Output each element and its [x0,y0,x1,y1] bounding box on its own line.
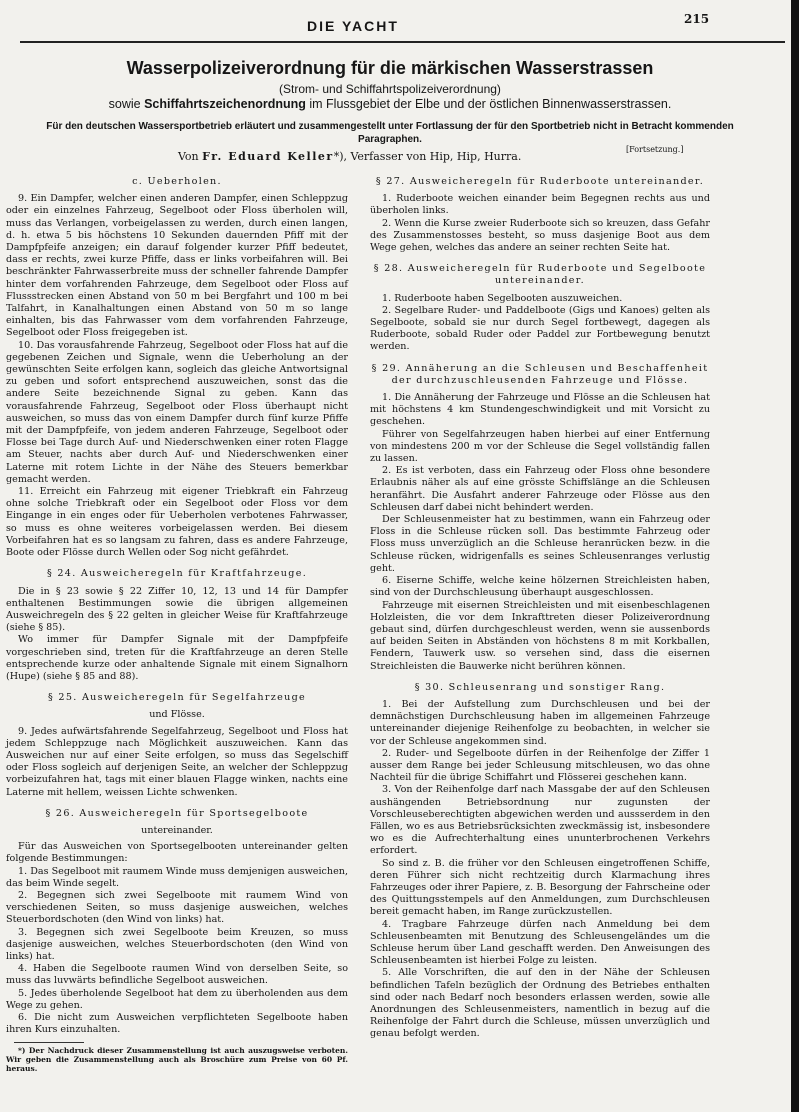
left-column [6,176,348,1073]
journal-title: DIE YACHT [307,18,399,34]
author-prefix: Von [178,150,203,163]
article-subtitle-2 [30,97,750,111]
scan-edge [791,0,799,1112]
article-subtitle: (Strom- und Schiffahrtspolizeiverordnung) [279,82,501,96]
paragraph: 10. Das vorausfahrende Fahrzeug, Segelboot oder Floss hat auf die gegebenen Zeichen und Signale, wenn die Ueberholung an der gewünschten Seite erfolgen kann, sogleich das gleiche Antwortsignal zu geben und sofort entsprechend auszuweichen, sonst das die andere Seite bezeichnende Signal zu geben. Kann das vorausfahrende Fahrzeug, Segelboot oder Floss überhaupt nicht ausweichen, so muss das von einem Dampfer durch fünf kurze Pfiffe mit der Dampfpfeife, von jedem anderen Fahrzeuge, Segelboot oder Flosse bei Tage durch Auf- und Niederschwenken einer roten Flagge am Steuer, nachts aber durch Auf- und Niederschwenken einer Laterne mit rotem Lichte in der Nähe des Steuers bemerkbar gemacht werden. [6,339,348,485]
list-item: 4. Haben die Segelboote raumen Wind von derselben Seite, so muss das luvwärts befindliche Segelboot ausweichen. [6,963,348,987]
page-number: 215 [684,12,710,26]
paragraph: Fahrzeuge mit eisernen Streichleisten und mit eisenbeschlagenen Holzleisten, die vor dem Inkrafttreten dieser Polizeiverordnung gebaut sind, dürfen durchgeschleust werden, wenn sie aussenbords auf beiden Seiten in Abständen von höchstens 8 m mit Korkballen, Fendern, Tauwerk usw. so versehen sind, dass die eisernen Streichleisten die Bauwerke nicht berühren können. [370,599,710,672]
subtitle-text: im Flussgebiet der Elbe und der östlichen Binnenwasserstrassen. [305,97,672,111]
section-subheading: untereinander. [141,824,213,836]
section-heading: § 27. Ausweicheregeln für Ruderboote untereinander. [375,176,705,187]
list-item: 2. Wenn die Kurse zweier Ruderboote sich so kreuzen, dass Gefahr des Zusammenstosses besteht, so muss dasjenige Boot aus dem Wege gehen, welches das andere an seiner rechten Seite hat. [370,217,710,254]
header-rule [20,41,785,43]
section-heading: § 26. Ausweicheregeln für Sportsegelboote [45,807,309,819]
list-item: 1. Die Annäherung der Fahrzeuge und Flösse an die Schleusen hat mit höchstens 4 km Stundengeschwindigkeit und mit Vorsicht zu geschehen. [370,392,710,428]
list-item: 3. Von der Reihenfolge darf nach Massgabe der auf den Schleusen aushängenden Betriebsordnung nur zugunsten der Vorschleuseberechtigten abgewichen werden und aussserdem in den Fällen, wo es aus Betriebsrücksichten zweckmässig ist, insbesondere wo es die Aufrechterhaltung eines ununterbrochenen Verkehrs erfordert. [370,784,710,857]
author-suffix: *), Verfasser von Hip, Hip, Hurra. [333,150,522,163]
list-item: 1. Ruderboote haben Segelbooten auszuweichen. [382,292,623,304]
list-item: 2. Segelbare Ruder- und Paddelboote (Gigs und Kanoes) gelten als Segelboote, sobald sie nur durch Segel fortbewegt, dagegen als Ruderboote, sobald Ruder oder Paddel zur Fortbewegung benutzt werden. [370,304,710,353]
list-item: 6. Die nicht zum Ausweichen verpflichteten Segelboote haben ihren Kurs einzuhalten. [6,1012,348,1036]
section-heading: § 29. Annäherung an die Schleusen und Beschaffenheit der durchzuschleusenden Fahrzeuge und Flösse. [371,362,709,386]
list-item: 1. Bei der Aufstellung zum Durchschleusen und bei der demnächstigen Durchschleusung haben im allgemeinen Fahrzeuge untereinander diejenige Reihenfolge zu beobachten, in welcher sie vor der Schleuse angekommen sind. [370,698,710,747]
paragraph: So sind z. B. die früher vor den Schleusen eingetroffenen Schiffe, deren Führer sich nicht rechtzeitig durch Klarmachung ihres Fahrzeuges oder ihrer Papiere, z. B. Besorgung der Fahrscheine oder des Quittungsstempels auf den Anmeldungen, zum Durchschleusen bereit gemacht haben, im Range zurückzustellen. [370,857,710,918]
paragraph: Der Schleusenmeister hat zu bestimmen, wann ein Fahrzeug oder Floss in die Schleuse rücken soll. Das bestimmte Fahrzeug oder Floss muss unverzüglich an die Schleuse heranrücken bezw. in die Schleuse rücken, widrigenfalls es seines Schleusenranges verlustig geht. [370,514,710,574]
list-item: 2. Ruder- und Segelboote dürfen in der Reihenfolge der Ziffer 1 ausser dem Range bei jeder Schleusung mitschleusen, wo das ohne Nachteil für die übrige Schiffahrt und Flösserei geschehen kann. [370,747,710,784]
paragraph: 9. Jedes aufwärtsfahrende Segelfahrzeug, Segelboot und Floss hat jedem Schleppzuge nach Möglichkeit auszuweichen. Kann das Ausweichen nur auf einer Seite erfolgen, so muss das Segelschiff oder Floss sogleich auf derjenigen Seite, an welcher der Schleppzug vorbeizufahren hat, tags mit einer blauen Flagge winken, nachts eine Laterne mit hellem, weissen Lichte schwenken. [6,725,348,798]
article-title: Wasserpolizeiverordnung für die märkischen Wasserstrassen [126,58,654,78]
article-intro: Für den deutschen Wassersportbetrieb erläutert und zusammengestellt unter Fortlassung der für den Sportbetrieb nicht in Betracht kommenden Paragraphen. [46,121,734,145]
section-heading: § 30. Schleusenrang und sonstiger Rang. [414,681,666,693]
list-item: 6. Eiserne Schiffe, welche keine hölzernen Streichleisten haben, sind von der Durchschleusung überhaupt ausgeschlossen. [370,575,710,599]
paragraph: 11. Erreicht ein Fahrzeug mit eigener Triebkraft ein Fahrzeug ohne solche Triebkraft oder ein Segelboot oder Floss vor dem Eingange in ein enges oder für Ueberholen verbotenes Fahrwasser, so muss es ohne weiteres vorbeigelassen werden. Bei diesem Vorbeifahren hat es so langsam zu fahren, dass es andere Fahrzeuge, Boote oder Flösse durch Wellen oder Sog nicht gefährdet. [6,486,348,559]
list-item: 2. Begegnen sich zwei Segelboote mit raumem Wind von verschiedenen Seiten, so muss dasjenige ausweichen, welches Steuerbordschoten (den Wind von links) hat. [6,889,348,926]
subtitle-text: sowie [108,97,145,111]
list-item: 5. Jedes überholende Segelboot hat dem zu überholenden aus dem Wege zu gehen. [6,987,348,1011]
list-item: 1. Ruderboote weichen einander beim Begegnen rechts aus und überholen links. [370,193,710,217]
list-item: 5. Alle Vorschriften, die auf den in der Nähe der Schleusen befindlichen Tafeln bezüglich der Ordnung des Betriebes enthalten sind oder nach Bedarf noch besonders erlassen werden, sowie alle Anordnungen des Schleusenmeisters, namentlich in bezug auf die Reihenfolge der Fahrt durch die Schleuse, müssen unverzüglich und genau befolgt werden. [370,967,710,1040]
list-item: 1. Das Segelboot mit raumem Winde muss demjenigen ausweichen, das beim Winde segelt. [6,865,348,889]
section-heading: c. Ueberholen. [132,176,222,187]
continued-note: [Fortsetzung.] [626,145,684,154]
author-name: Fr. Eduard Keller [202,150,334,163]
subtitle-bold-term: Schiffahrtszeichenordnung [144,97,306,111]
footnote: *) Der Nachdruck dieser Zusammenstellung ist auch auszugsweise verboten. Wir geben die Zusammenstellung auch als Broschüre zum Preise von 60 Pf. heraus. [6,1046,348,1074]
list-item: 3. Begegnen sich zwei Segelboote beim Kreuzen, so muss dasjenige ausweichen, welches Steuerbordschoten (den Wind von links) hat. [6,926,348,962]
section-heading: § 24. Ausweicheregeln für Kraftfahrzeuge. [46,568,308,580]
footnote-rule [14,1042,84,1043]
paragraph: Wo immer für Dampfer Signale mit der Dampfpfeife vorgeschrieben sind, treten für die Kraftfahrzeuge an deren Stelle entsprechende kurze oder anhaltende Signale mit einem Signalhorn (Hupe) (siehe § 85 and 88). [6,634,348,682]
right-column [370,176,710,1041]
list-item: 4. Tragbare Fahrzeuge dürfen nach Anmeldung bei dem Schleusenbeamten mit Benutzung des Schleusengeländes um die Schleuse herum über Land geschafft werden. Den Anweisungen des Schleusenbeamten ist hierbei Folge zu leisten. [370,918,710,967]
paragraph: Für das Ausweichen von Sportsegelbooten untereinander gelten folgende Bestimmungen: [6,841,348,865]
paragraph: Führer von Segelfahrzeugen haben hierbei auf einer Entfernung von mindestens 200 m vor der Schleuse die Segel vollständig fallen zu lassen. [370,428,710,465]
author-line [178,150,521,163]
section-heading: § 25. Ausweicheregeln für Segelfahrzeuge [47,692,307,704]
paragraph: Die in § 23 sowie § 22 Ziffer 10, 12, 13 und 14 für Dampfer enthaltenen Bestimmungen sowie die übrigen allgemeinen Ausweichregeln des § 22 gelten in gleicher Weise für Kraftfahrzeuge (siehe § 85). [6,585,348,634]
paragraph: 9. Ein Dampfer, welcher einen anderen Dampfer, einen Schleppzug oder ein einzelnes Fahrzeug, Segelboot oder Floss überholen will, muss das Verlangen, vorbeigelassen zu werden, durch einen langen, d. h. etwa 5 bis höchstens 10 Sekunden dauernden Pfiff mit der Dampfpfeife anzeigen; ein darauf folgender kurzer Pfiff bedeutet, dass er rechts, zwei kurze Pfiffe, dass er links vorbeifahren will. Bei beschränkter Fahrwasserbreite muss der schneller fahrende Dampfer hinter dem vorfahrenden Fahrzeuge, dem Segelboot oder Floss auf Flussstrecken einen Abstand von 50 m bei Bergfahrt und 100 m bei Talfahrt, in Kanalhaltungen einen Abstand von 50 m so lange einhalten, bis das Fahrwasser vom dem vorfahrenden Fahrzeuge, Segelboot oder Floss freigegeben ist. [6,193,348,339]
section-subheading: und Flösse. [149,709,205,721]
section-heading: § 28. Ausweicheregeln für Ruderboote und Segelboote untereinander. [373,263,707,287]
list-item: 2. Es ist verboten, dass ein Fahrzeug oder Floss ohne besondere Erlaubnis näher als auf eine grösste Schiffslänge an die Schleusen heranfährt. Die Ausfahrt anderer Fahrzeuge oder Flösse aus den Schleusen darf dabei nicht behindert werden. [370,465,710,513]
